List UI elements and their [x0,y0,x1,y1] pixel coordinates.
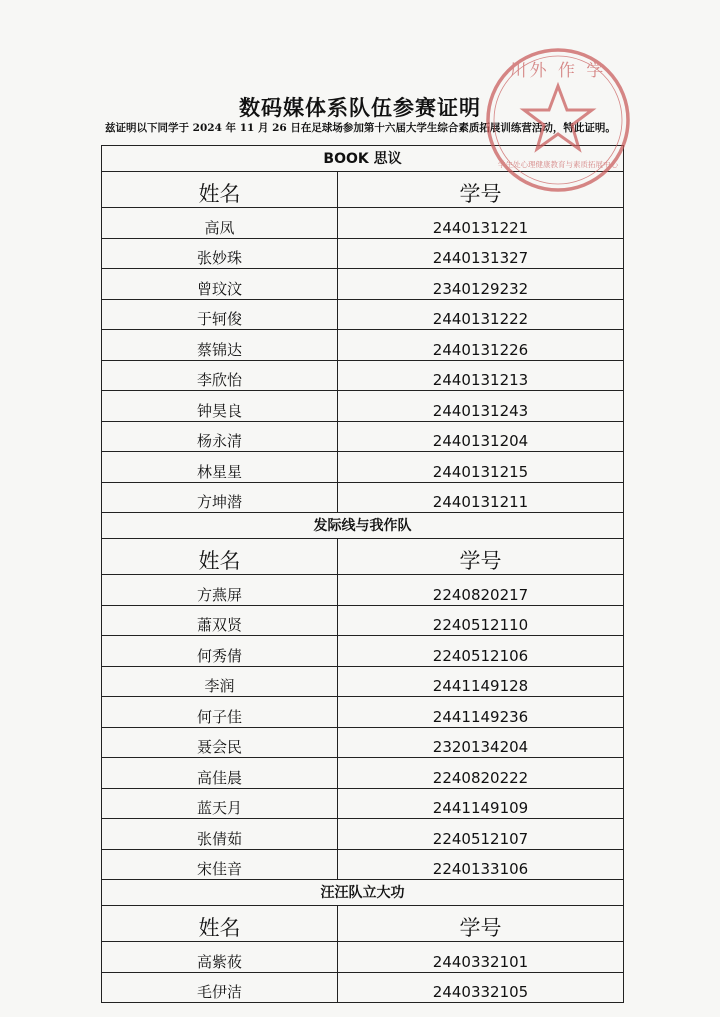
member-name: 蕭双贤 [102,605,338,636]
table-row [102,208,624,239]
table-row [102,299,624,330]
table-row [102,819,624,850]
student-id: 2440131211 [338,482,624,513]
member-name: 于轲俊 [102,299,338,330]
student-id: 2440131215 [338,452,624,483]
student-id: 2440131243 [338,391,624,422]
header-id: 学号 [338,906,624,942]
table-row [102,269,624,300]
member-name: 高紫莜 [102,942,338,973]
table-row [102,330,624,361]
member-name: 方燕屏 [102,575,338,606]
team-name: 汪汪队立大功 [102,880,624,906]
student-id: 2441149109 [338,788,624,819]
official-seal [478,40,638,200]
table-row [102,788,624,819]
student-id: 2441149128 [338,666,624,697]
table-row [102,421,624,452]
student-id: 2240512106 [338,636,624,667]
student-id: 2440131222 [338,299,624,330]
table-row [102,391,624,422]
table-row [102,575,624,606]
table-row [102,482,624,513]
member-name: 蔡锦达 [102,330,338,361]
table-row [102,636,624,667]
member-name: 聂会民 [102,727,338,758]
student-id: 2441149236 [338,697,624,728]
table-row [102,697,624,728]
member-name: 张妙珠 [102,238,338,269]
member-name: 蓝天月 [102,788,338,819]
team-name: 发际线与我作队 [102,513,624,539]
seal-star-icon [524,86,592,149]
member-name: 钟昊良 [102,391,338,422]
student-id: 2440131204 [338,421,624,452]
student-id: 2440131213 [338,360,624,391]
student-id: 2440332105 [338,972,624,1003]
student-id: 2440332101 [338,942,624,973]
student-id: 2440131226 [338,330,624,361]
student-id: 2240133106 [338,849,624,880]
roster-table-body [102,146,624,1003]
team-row [102,513,624,539]
team-name: BOOK 思议 [102,146,624,172]
table-row [102,758,624,789]
student-id: 2440131221 [338,208,624,239]
header-row [102,906,624,942]
member-name: 林星星 [102,452,338,483]
member-name: 高佳晨 [102,758,338,789]
intro-text: 兹证明以下同学于 2024 年 11 月 26 日在足球场参加第十六届大学生综合素质拓展训练营活动，特此证明。 [105,122,616,134]
member-name: 宋佳音 [102,849,338,880]
student-id: 2440131327 [338,238,624,269]
table-row [102,849,624,880]
student-id: 2240820217 [338,575,624,606]
header-row [102,539,624,575]
team-row [102,880,624,906]
member-name: 毛伊洁 [102,972,338,1003]
member-name: 何秀倩 [102,636,338,667]
student-id: 2320134204 [338,727,624,758]
table-row [102,605,624,636]
member-name: 杨永清 [102,421,338,452]
table-row [102,238,624,269]
header-id: 学号 [338,172,624,208]
member-name: 张倩茹 [102,819,338,850]
table-row [102,972,624,1003]
header-name: 姓名 [102,172,338,208]
table-row [102,360,624,391]
student-id: 2240512110 [338,605,624,636]
document-title: 数码媒体系队伍参赛证明 [239,95,481,120]
member-name: 高凤 [102,208,338,239]
table-row [102,727,624,758]
student-id: 2340129232 [338,269,624,300]
header-name: 姓名 [102,906,338,942]
student-id: 2240820222 [338,758,624,789]
member-name: 李润 [102,666,338,697]
table-row [102,452,624,483]
member-name: 方坤潜 [102,482,338,513]
seal-bottom-text: 学生处心理健康教育与素质拓展中心 [498,160,618,169]
header-name: 姓名 [102,539,338,575]
seal-top-text: 川外 作 学 [509,61,607,81]
member-name: 何子佳 [102,697,338,728]
table-row [102,666,624,697]
member-name: 曾玟汶 [102,269,338,300]
roster-table [101,145,624,1003]
member-name: 李欣怡 [102,360,338,391]
student-id: 2240512107 [338,819,624,850]
header-id: 学号 [338,539,624,575]
table-row [102,942,624,973]
